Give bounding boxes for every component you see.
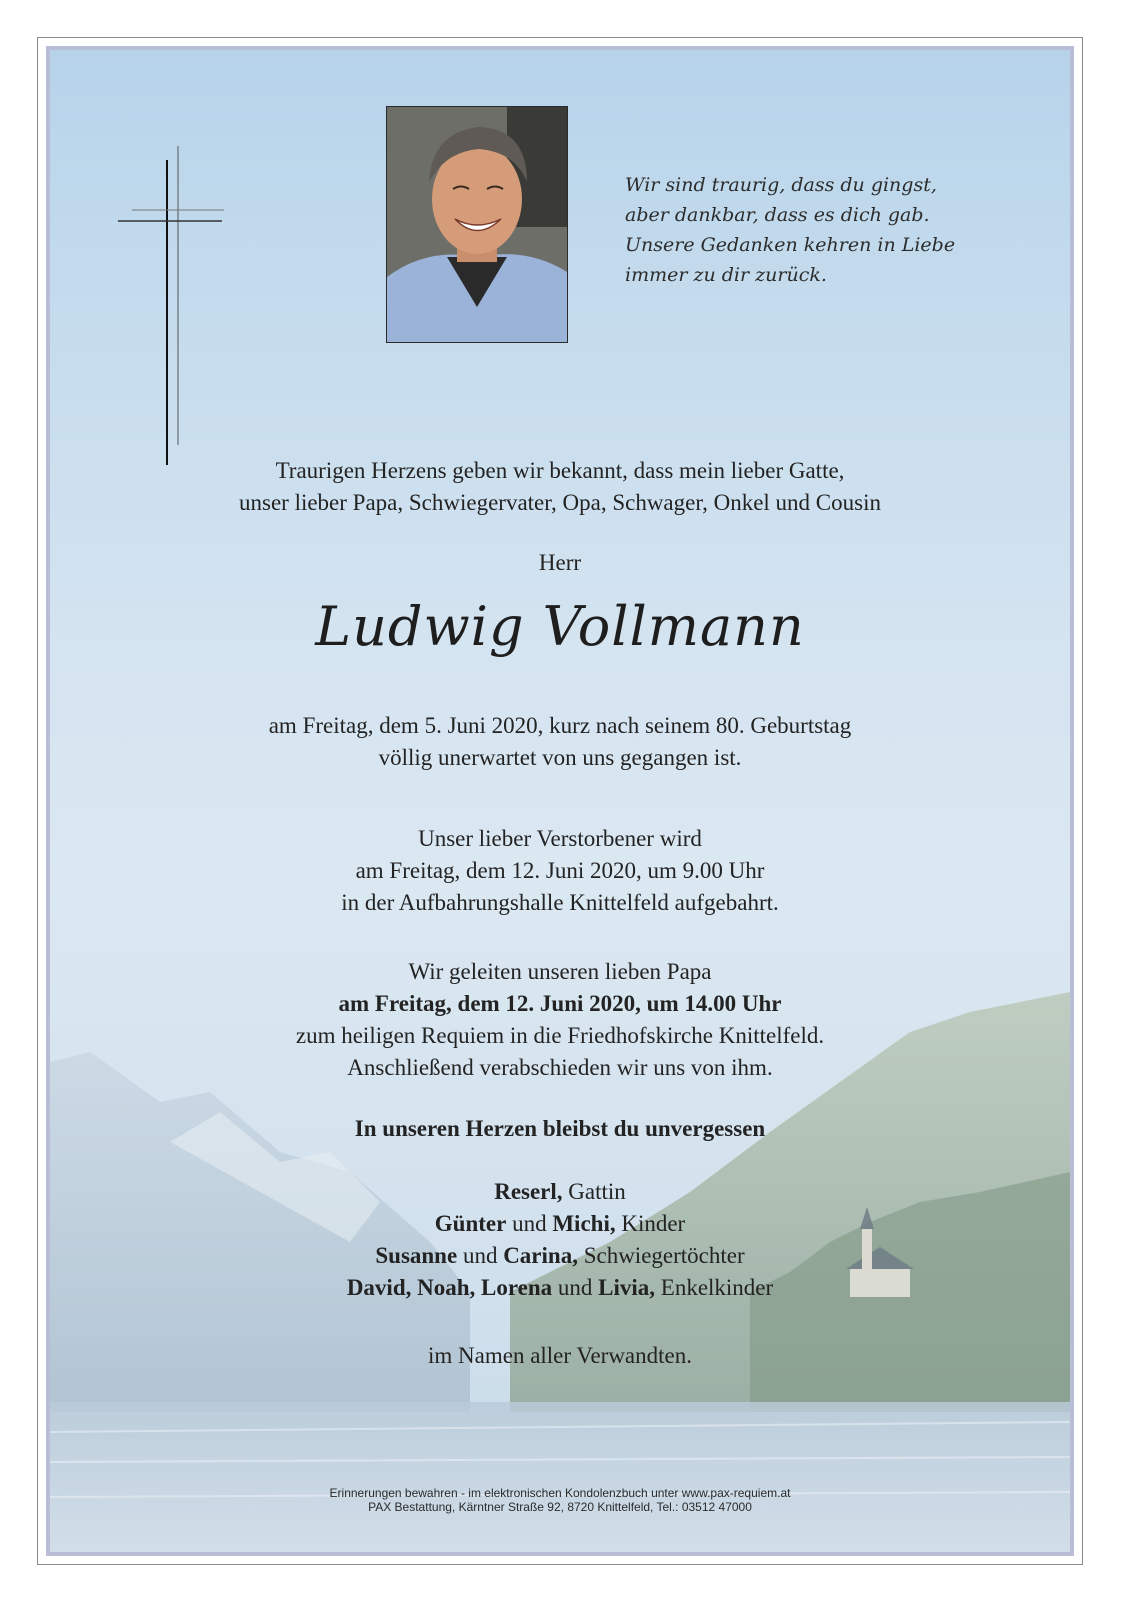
memorial-quote: [625, 170, 955, 290]
family-name: Michi,: [552, 1211, 616, 1236]
family-row: [50, 1176, 1070, 1208]
footer-address: PAX Bestattung, Kärntner Straße 92, 8720 Knittelfeld, Tel.: 03512 47000: [368, 1500, 752, 1514]
footer-condolence-link[interactable]: Erinnerungen bewahren - im elektronischen Kondolenzbuch unter www.pax-requiem.at: [329, 1486, 791, 1500]
family-role: Gattin: [568, 1179, 626, 1204]
family-conjunction: und: [462, 1243, 498, 1268]
intro-line: Traurigen Herzens geben wir bekannt, dass mein lieber Gatte,: [275, 458, 845, 483]
funeral-notice: [50, 956, 1070, 1084]
funeral-date: am Freitag, dem 12. Juni 2020, um 14.00 Uhr: [338, 991, 782, 1016]
closing-line: im Namen aller Verwandten.: [428, 1343, 692, 1368]
family-role: Enkelkinder: [660, 1275, 774, 1300]
family-conjunction: und: [557, 1275, 593, 1300]
portrait-photo: [386, 106, 568, 343]
family-list: [50, 1176, 1070, 1304]
wake-line: am Freitag, dem 12. Juni 2020, um 9.00 Uhr: [355, 858, 765, 883]
family-conjunction: und: [512, 1211, 547, 1236]
honorific: Herr: [538, 550, 582, 575]
announcement-intro: [50, 455, 1070, 519]
deceased-name: Ludwig Vollmann: [315, 595, 805, 658]
funeral-line: Anschließend verabschieden wir uns von ihm.: [347, 1055, 773, 1080]
obituary-card: [46, 46, 1074, 1556]
wake-notice: [50, 823, 1070, 919]
family-row: [50, 1208, 1070, 1240]
death-notice: [50, 710, 1070, 774]
death-notice-line: am Freitag, dem 5. Juni 2020, kurz nach seinem 80. Geburtstag: [268, 713, 852, 738]
family-role: Schwiegertöchter: [583, 1243, 745, 1268]
family-name: Susanne: [375, 1243, 458, 1268]
quote-line: aber dankbar, dass es dich gab.: [625, 204, 930, 226]
family-role: Kinder: [621, 1211, 686, 1236]
cross-icon: [50, 50, 250, 470]
family-row: [50, 1272, 1070, 1304]
death-notice-line: völlig unerwartet von uns gegangen ist.: [378, 745, 742, 770]
family-name: Carina,: [503, 1243, 578, 1268]
funeral-line: zum heiligen Requiem in die Friedhofskirche Knittelfeld.: [295, 1023, 825, 1048]
funeral-line: Wir geleiten unseren lieben Papa: [408, 959, 712, 984]
family-name: Reserl,: [494, 1179, 563, 1204]
family-name: Günter: [434, 1211, 507, 1236]
family-name: David, Noah, Lorena: [346, 1275, 553, 1300]
intro-line: unser lieber Papa, Schwiegervater, Opa, Schwager, Onkel und Cousin: [239, 490, 881, 515]
quote-line: Unsere Gedanken kehren in Liebe: [625, 234, 956, 256]
family-name: Livia,: [598, 1275, 656, 1300]
footer: [50, 1486, 1070, 1514]
quote-line: Wir sind traurig, dass du gingst,: [625, 174, 937, 196]
funeral-date-line: [50, 988, 1070, 1020]
memorial-motto: In unseren Herzen bleibst du unvergessen: [354, 1116, 766, 1141]
wake-line: Unser lieber Verstorbener wird: [418, 826, 702, 851]
wake-line: in der Aufbahrungshalle Knittelfeld aufgebahrt.: [341, 890, 779, 915]
family-row: [50, 1240, 1070, 1272]
quote-line: immer zu dir zurück.: [625, 264, 827, 286]
